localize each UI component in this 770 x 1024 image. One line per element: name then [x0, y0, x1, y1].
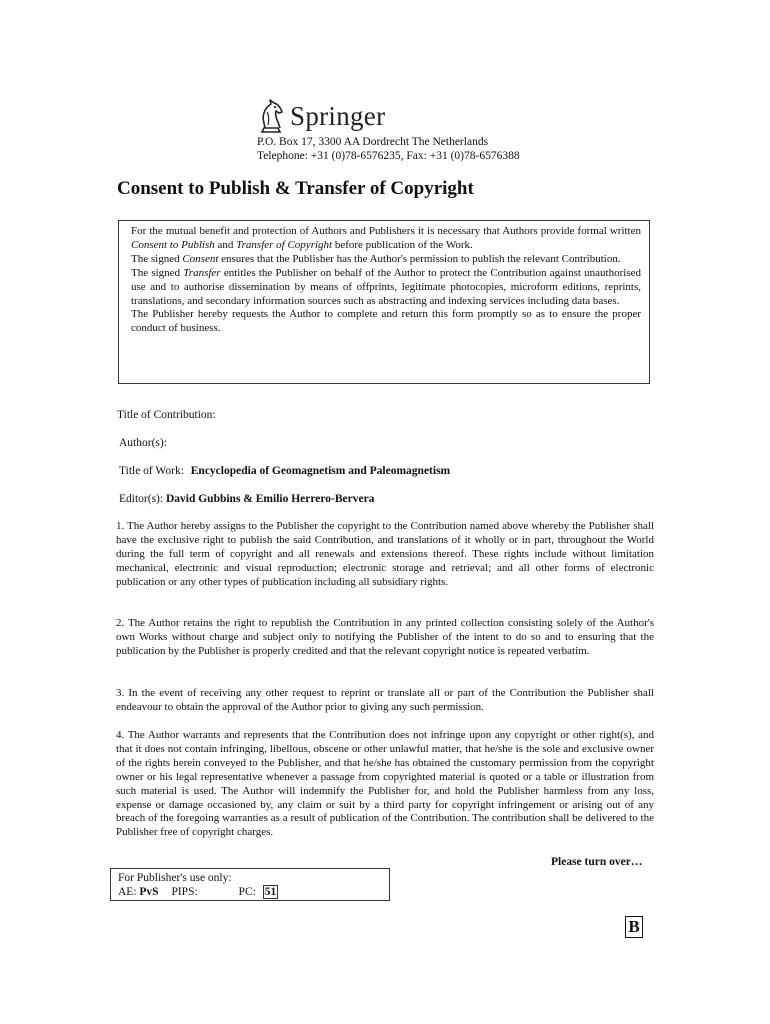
editors-row [119, 493, 374, 505]
publisher-address: P.O. Box 17, 3300 AA Dordrecht The Netherlands [257, 136, 489, 148]
intro-p1-em-consent: Consent to Publish [131, 238, 215, 251]
pips-label: PIPS: [171, 886, 198, 898]
intro-p1-text-c: before publication of the Work. [332, 238, 473, 251]
intro-p3-text-b: entitles the Publisher on behalf of the Author to protect the Contribution against unauthorised use and to authorise dissemination by means of offprints, legitimate photocopies, microform editions, reprints, translations, and secondary information sources such as abstracting and indexing services including data bases. [131, 266, 641, 307]
intro-p2-em: Consent [182, 252, 219, 265]
pc-label: PC: [238, 886, 256, 898]
clause-2: 2. The Author retains the right to republish the Contribution in any printed collection consisting solely of the Author's own Works without charge and subject only to notifying the Publisher of the intent to do so and to ensuring that the publication by the Publisher is properly credited and that the relevant copyright notice is repeated verbatim. [116, 617, 654, 657]
publisher-use-box [110, 868, 390, 901]
corner-mark: B [625, 916, 643, 938]
intro-p1-em-transfer: Transfer of Copyright [236, 238, 333, 251]
editors-label: Editor(s): [119, 493, 164, 505]
title-of-contribution-label: Title of Contribution: [117, 409, 216, 421]
intro-paragraph-4: The Publisher hereby requests the Author to complete and return this form promptly so as to ensure the proper conduct of business. [131, 308, 641, 335]
intro-p1-text-a: For the mutual benefit and protection of Authors and Publishers it is necessary that Authors provide formal written [131, 225, 641, 237]
intro-p3-em: Transfer [183, 266, 221, 279]
publisher-use-heading: For Publisher's use only: [118, 872, 232, 884]
clause-1: 1. The Author hereby assigns to the Publisher the copyright to the Contribution named above whereby the Publisher shall have the exclusive right to publish the said Contribution, and translations of it wholly or in part, throughout the World during the full term of copyright and all renewals and extensions thereof. These rights include without limitation mechanical, electronic and visual reproduction; electronic storage and retrieval; and all other forms of electronic publication or any other types of publication including all subsidiary rights. [116, 520, 654, 588]
ae-label: AE: [118, 886, 137, 898]
clause-3: 3. In the event of receiving any other request to reprint or translate all or part of the Contribution the Publisher shall endeavour to obtain the approval of the Author prior to giving any such permission. [116, 687, 654, 713]
intro-paragraph-3 [131, 267, 641, 309]
title-of-work-label: Title of Work: [119, 465, 184, 477]
intro-p2-text-a: The signed [131, 252, 183, 265]
please-turn-over: Please turn over… [551, 856, 643, 868]
title-of-work-row [119, 465, 450, 477]
publisher-use-codes [118, 885, 382, 899]
intro-p1-text-b: and [214, 238, 237, 251]
page-title: Consent to Publish & Transfer of Copyright [117, 178, 474, 199]
springer-horse-logo-icon [256, 98, 286, 139]
springer-logo-text: Springer [290, 101, 386, 131]
editors-value: David Gubbins & Emilio Herrero-Bervera [165, 493, 375, 505]
intro-p3-text-a: The signed [131, 266, 184, 279]
ae-value: PvS [139, 886, 159, 898]
intro-box [118, 220, 650, 384]
intro-p2-text-b: ensures that the Publisher has the Author's permission to publish the relevant Contribution. [218, 252, 621, 265]
title-of-work-value: Encyclopedia of Geomagnetism and Paleomagnetism [190, 465, 451, 477]
publisher-phone: Telephone: +31 (0)78-6576235, Fax: +31 (0)78-6576388 [257, 150, 520, 162]
clause-4: 4. The Author warrants and represents that the Contribution does not infringe upon any copyright or other right(s), and that it does not contain infringing, libellous, obscene or other unlawful matter, that he/she is the sole and exclusive owner of the rights herein conveyed to the Publisher, and that he/she has obtained the customary permission from the copyright owner or his legal representative whenever a passage from copyrighted material is quoted or a table or illustration from such material is used. The Author will indemnify the Publisher for, and hold the Publisher harmless from any loss, expense or damage occasioned by, any claim or suit by a third party for copyright infringement or arising out of any breach of the foregoing warranties as a result of publication of the Contribution. The contribution shall be delivered to the Publisher free of copyright charges. [116, 729, 654, 839]
intro-paragraph-1 [131, 225, 641, 253]
authors-label: Author(s): [119, 437, 167, 449]
pc-value: 51 [264, 886, 277, 898]
intro-paragraph-2 [131, 253, 641, 267]
